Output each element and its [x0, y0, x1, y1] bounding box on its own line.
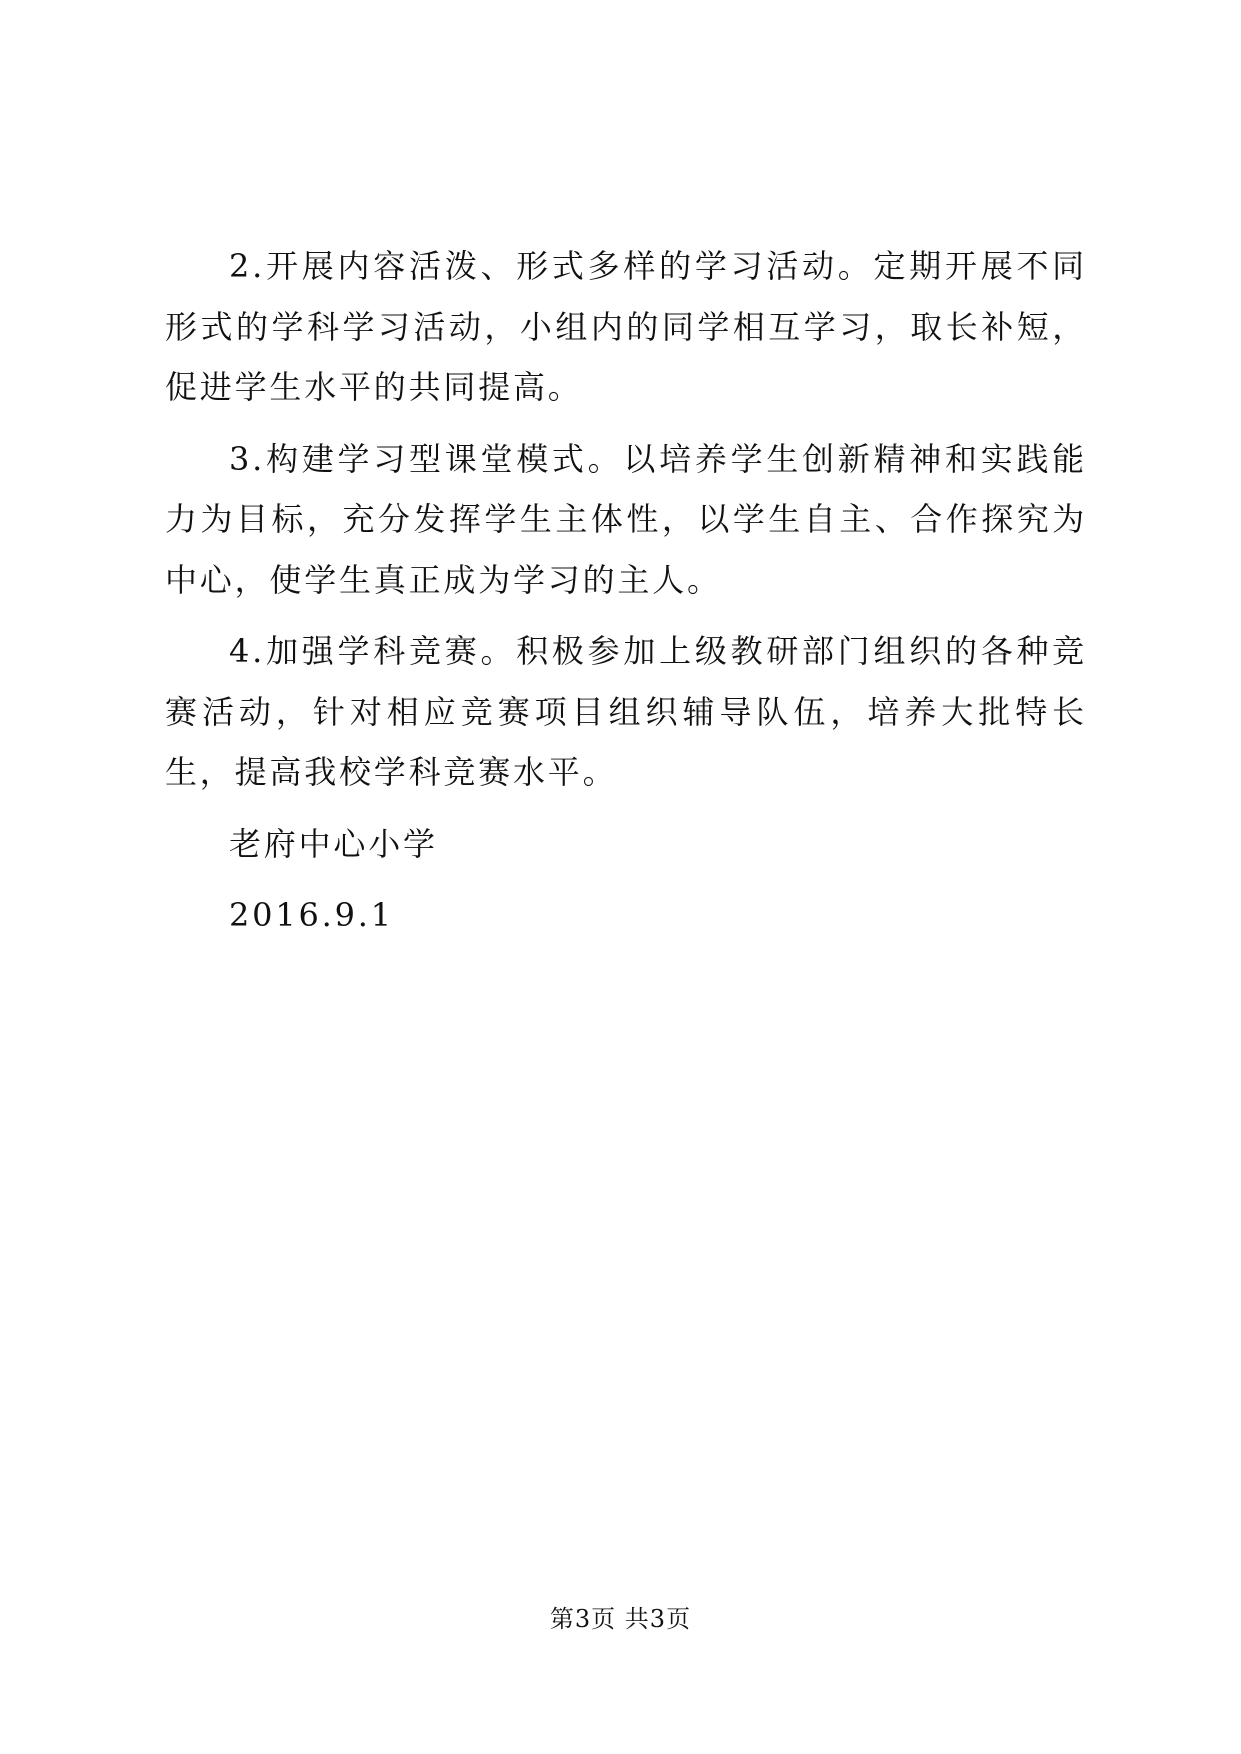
page-footer: 第3页 共3页 [549, 1605, 692, 1633]
paragraph-3: 3.构建学习型课堂模式。以培养学生创新精神和实践能力为目标，充分发挥学生主体性，以学生自主、合作探究为中心，使学生真正成为学习的主人。 [165, 439, 1087, 599]
paragraph-2: 2.开展内容活泼、形式多样的学习活动。定期开展不同形式的学科学习活动，小组内的同学相互学习，取长补短，促进学生水平的共同提高。 [165, 247, 1087, 406]
signature-school: 老府中心小学 [229, 824, 438, 863]
signature-date: 2016.9.1 [229, 896, 394, 934]
paragraph-4: 4.加强学科竞赛。积极参加上级教研部门组织的各种竞赛活动，针对相应竞赛项目组织辅导队伍，培养大批特长生，提高我校学科竞赛水平。 [165, 632, 1087, 791]
document-body [165, 236, 1087, 957]
